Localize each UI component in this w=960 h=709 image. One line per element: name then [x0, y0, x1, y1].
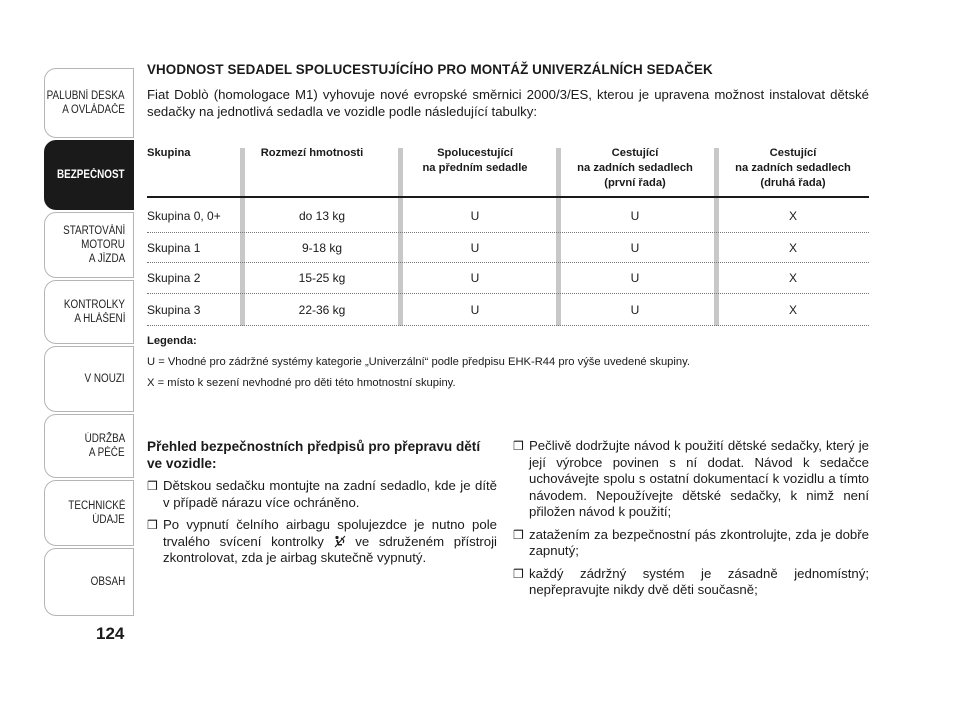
list-item-text: Pečlivě dodržujte návod k použití dětské sedačky, který je její výrobce povinen s ní dodat. Návod k sedačce uchovávejte spolu s ostatní dokumentací k vozidlu a tímto návodem. Nepoužívejte dětské sedačky, k nimž není přiložen návod k použití;: [529, 438, 869, 519]
header-line: Spolucestující: [437, 147, 513, 159]
right-column: [513, 438, 869, 605]
cell-group: Skupina 3: [147, 303, 201, 317]
list-item: [147, 478, 497, 511]
checkbox-bullet-icon: ❒: [513, 527, 524, 542]
legend-u: U = Vhodné pro zádržné systémy kategorie „Univerzální“ podle předpisu EHK-R44 pro výše uvedené skupiny.: [147, 356, 690, 368]
tab-label: TECHNICKÉ: [67, 500, 125, 512]
table-legend: [147, 335, 869, 398]
header-rule: [147, 196, 869, 198]
checkbox-bullet-icon: ❒: [147, 479, 158, 493]
cell-weight: do 13 kg: [298, 209, 346, 223]
tab-label: A OVLÁDAČE: [62, 104, 125, 116]
tab-udrzba[interactable]: [44, 414, 134, 478]
section-intro: [147, 62, 869, 120]
tab-label: A PÉČE: [89, 447, 125, 459]
airbag-off-icon: [334, 535, 346, 548]
header-group: [147, 146, 191, 161]
tab-palubni-deska[interactable]: [44, 68, 134, 138]
row-divider: [147, 325, 869, 326]
tab-label: ÚDAJE: [92, 514, 125, 526]
list-item-text: Dětskou sedačku montujte na zadní sedadlo, kde je dítě v případě nárazu více ochráněno.: [163, 478, 497, 510]
tab-label: A JÍZDA: [88, 253, 125, 265]
tab-label: ÚDRŽBA: [84, 433, 125, 445]
intro-paragraph: Fiat Doblò (homologace M1) vyhovuje nové evropské směrnici 2000/3/ES, kterou je upravena možnost instalovat dětské sedačky na jednotlivá sedadla ve vozidle podle následující tabulky:: [147, 87, 869, 119]
header-line: Cestující: [611, 147, 659, 159]
tab-v-nouzi[interactable]: [44, 346, 134, 412]
cell-weight: 15-25 kg: [298, 271, 346, 285]
tab-kontrolky[interactable]: [44, 280, 134, 344]
cell-rear1: U: [630, 241, 640, 255]
header-line: na zadních sedadlech: [577, 162, 693, 174]
list-item-text: Po vypnutí čelního airbagu spolujezdce je nutno pole trvalého svícení kontrolky: [163, 517, 497, 549]
page-number: 124: [96, 624, 125, 643]
tab-bezpecnost[interactable]: [44, 140, 134, 210]
cell-rear2: X: [788, 241, 797, 255]
table-row: [147, 294, 869, 326]
header-line: (druhá řada): [760, 177, 826, 189]
cell-rear2: X: [788, 303, 797, 317]
header-front-passenger: [405, 146, 545, 176]
checkbox-bullet-icon: ❒: [513, 566, 524, 581]
cell-front: U: [470, 303, 480, 317]
cell-rear2: X: [788, 209, 797, 223]
cell-group: Skupina 2: [147, 271, 201, 285]
header-line: Skupina: [147, 147, 191, 159]
legend-title: Legenda:: [147, 335, 197, 347]
tab-label: PALUBNÍ DESKA: [47, 90, 125, 102]
tab-label: A HLÁŠENÍ: [73, 313, 125, 325]
list-item: [513, 438, 869, 521]
tab-label: BEZPEČNOST: [57, 169, 125, 181]
legend-x: X = místo k sezení nevhodné pro děti této hmotnostní skupiny.: [147, 377, 456, 389]
cell-weight: 22-36 kg: [298, 303, 346, 317]
tab-technicke-udaje[interactable]: [44, 480, 134, 546]
tab-label: MOTORU: [81, 239, 125, 251]
cell-rear1: U: [630, 303, 640, 317]
section-heading: VHODNOST SEDADEL SPOLUCESTUJÍCÍHO PRO MONTÁŽ UNIVERZÁLNÍCH SEDAČEK: [147, 62, 713, 77]
header-rear-first-row: [563, 146, 707, 191]
header-line: na zadních sedadlech: [735, 162, 851, 174]
cell-rear1: U: [630, 209, 640, 223]
header-line: na předním sedadle: [422, 162, 528, 174]
tab-label: STARTOVÁNÍ: [62, 225, 125, 237]
list-item: [513, 566, 869, 599]
tab-label: OBSAH: [90, 576, 125, 588]
list-item: [147, 517, 497, 567]
list-item-text: ve sdruženém přístroji zkontrolovat, zda je airbag skutečně vypnutý.: [163, 533, 497, 565]
table-header: [147, 146, 869, 194]
rules-subheading: Přehled bezpečnostních předpisů pro přepravu dětí ve vozidle:: [147, 439, 481, 471]
cell-rear2: X: [788, 271, 797, 285]
checkbox-bullet-icon: ❒: [513, 439, 524, 453]
table-row: [147, 200, 869, 232]
header-line: Cestující: [769, 147, 817, 159]
header-line: (první řada): [604, 177, 666, 189]
tab-label: KONTROLKY: [63, 299, 125, 311]
cell-weight: 9-18 kg: [301, 241, 343, 255]
header-weight: [257, 146, 367, 161]
tab-startovani-motoru[interactable]: [44, 212, 134, 278]
cell-group: Skupina 1: [147, 241, 201, 255]
cell-rear1: U: [630, 271, 640, 285]
list-item-text: každý zádržný systém je zásadně jednomístný; nepřepravujte nikdy dvě děti současně;: [529, 565, 869, 597]
list-item-text: zatažením za bezpečnostní pás zkontrolujte, zda je dobře zapnutý;: [529, 526, 869, 558]
table-row: [147, 262, 869, 294]
tab-label: V NOUZI: [84, 373, 125, 385]
header-rear-second-row: [721, 146, 865, 191]
list-item: [513, 527, 869, 560]
cell-front: U: [470, 241, 480, 255]
table-row: [147, 232, 869, 264]
header-line: Rozmezí hmotnosti: [260, 147, 364, 159]
left-column: [147, 438, 497, 573]
cell-front: U: [470, 271, 480, 285]
checkbox-bullet-icon: ❒: [147, 518, 158, 532]
tab-obsah[interactable]: [44, 548, 134, 616]
cell-group: Skupina 0, 0+: [147, 209, 221, 223]
cell-front: U: [470, 209, 480, 223]
